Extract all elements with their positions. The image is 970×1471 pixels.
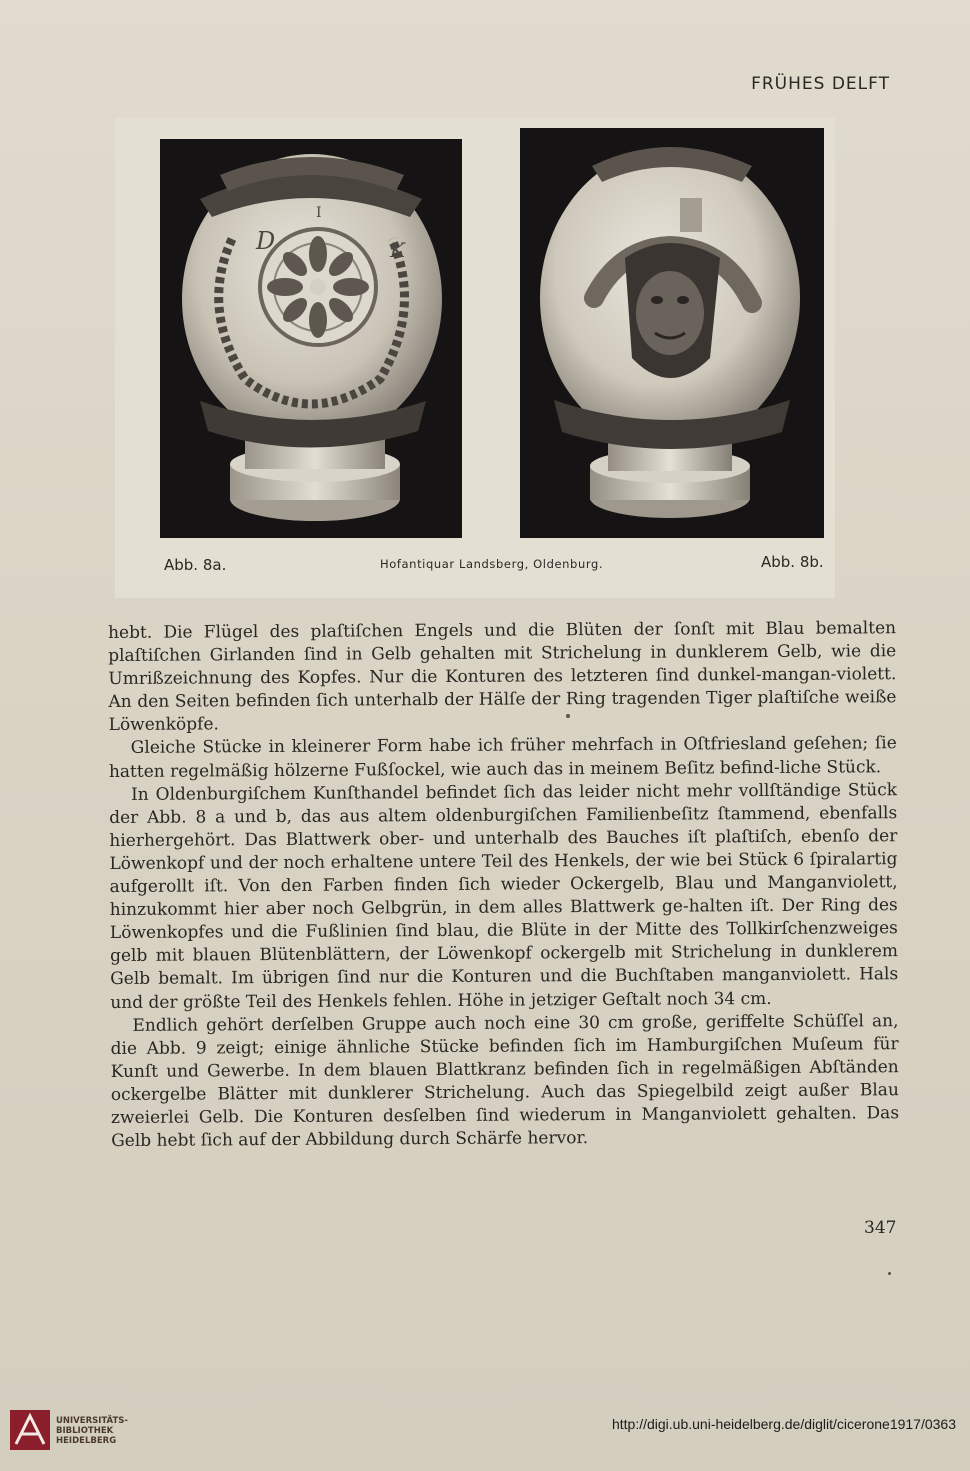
photo-abb-8b bbox=[520, 128, 824, 538]
logo-line: UNIVERSITÄTS- bbox=[56, 1416, 128, 1426]
logo-line: HEIDELBERG bbox=[56, 1436, 117, 1446]
photo-abb-8a bbox=[160, 139, 462, 538]
paragraph-1: hebt. Die Flügel des plaſtiſchen Engels und die Blüten der ſonſt mit Blau bemalten plaſtiſchen Girlanden ſind in Gelb gehalten mit Strichelung in dunklerem Gelb, wie die Umrißzeichnung des Kopfes. Nur die Konturen des letzteren ſind dunkel-mangan-violett. An den Seiten befinden ſich unterhalb der Hälſe der Ring tragenden Tiger plaſtiſche weiße Löwenköpfe. bbox=[108, 618, 897, 736]
running-head: FRÜHES DELFT bbox=[751, 74, 890, 94]
paragraph-2: Gleiche Stücke in kleinerer Form habe ich früher mehrfach in Oſtfriesland geſehen; ſie hatten regelmäßig hölzerne Fußſockel, wie auch das in meinem Beſitz befind-liche Stück. bbox=[108, 733, 897, 782]
logo-line: BIBLIOTHEK bbox=[56, 1426, 114, 1436]
footer bbox=[0, 1402, 970, 1471]
university-logo-text bbox=[56, 1416, 128, 1446]
monogram-letter-right: K bbox=[390, 238, 405, 262]
page-number: 347 bbox=[864, 1218, 897, 1238]
monogram-letter-top: I bbox=[316, 205, 322, 221]
body-text bbox=[108, 617, 899, 1153]
caption-abb-8b: Abb. 8b. bbox=[761, 553, 824, 571]
paper-speck bbox=[888, 1272, 891, 1275]
paper-speck bbox=[566, 714, 570, 718]
paragraph-3: In Oldenburgiſchem Kunſthandel befindet ſich das leider nicht mehr vollſtändige Stück der Abb. 8 a und b, das aus altem oldenburgiſchen Familienbeſitz ſtammend, ebenfalls hierhergehört. Das Blattwerk ober- und unterhalb des Bauches iſt plaſtiſch, ebenſo der Löwenkopf und der noch erhaltene untere Teil des Henkels, der wie bei Stück 6 ſpiralartig aufgerollt iſt. Von den Farben finden ſich wieder Ockergelb, Blau und Manganviolett, hinzukommt hier aber noch Gelbgrün, in dem alles Blattwerk ge-halten iſt. Der Ring des Löwenkopfes und die Fußlinien ſind blau, die Blüte in der Mitte des Tollkirſchenzweiges gelb mit blauen Blütenblättern, der Löwenkopf ockergelb mit Strichelung in dunklerem Gelb bemalt. Im übrigen ſind nur die Konturen und die Buchſtaben manganviolett. Hals und der größte Teil des Henkels fehlen. Höhe in jetziger Geſtalt noch 34 cm. bbox=[109, 779, 899, 1013]
caption-abb-8a: Abb. 8a. bbox=[164, 556, 227, 574]
caption-source: Hofantiquar Landsberg, Oldenburg. bbox=[380, 557, 604, 571]
university-logo-icon bbox=[10, 1410, 50, 1450]
paragraph-4: Endlich gehört derſelben Gruppe auch noch eine 30 cm große, geriffelte Schüſſel an, die Abb. 9 zeigt; einige ähnliche Stücke befinden ſich im Hamburgiſchen Muſeum für Kunſt und Gewerbe. In dem blauen Blattkranz befinden ſich in regelmäßigen Abſtänden ockergelbe Blätter mit dunklerer Strichelung. Auch das Spiegelbild zeigt außer Blau zweierlei Gelb. Die Konturen desſelben ſind wiederum in Manganviolett gehalten. Das Gelb hebt ſich auf der Abbildung durch Schärfe hervor. bbox=[110, 1010, 900, 1152]
source-url-link[interactable]: http://digi.ub.uni-heidelberg.de/diglit/cicerone1917/0363 bbox=[611, 1416, 956, 1432]
monogram-letter-left: D bbox=[256, 227, 276, 255]
